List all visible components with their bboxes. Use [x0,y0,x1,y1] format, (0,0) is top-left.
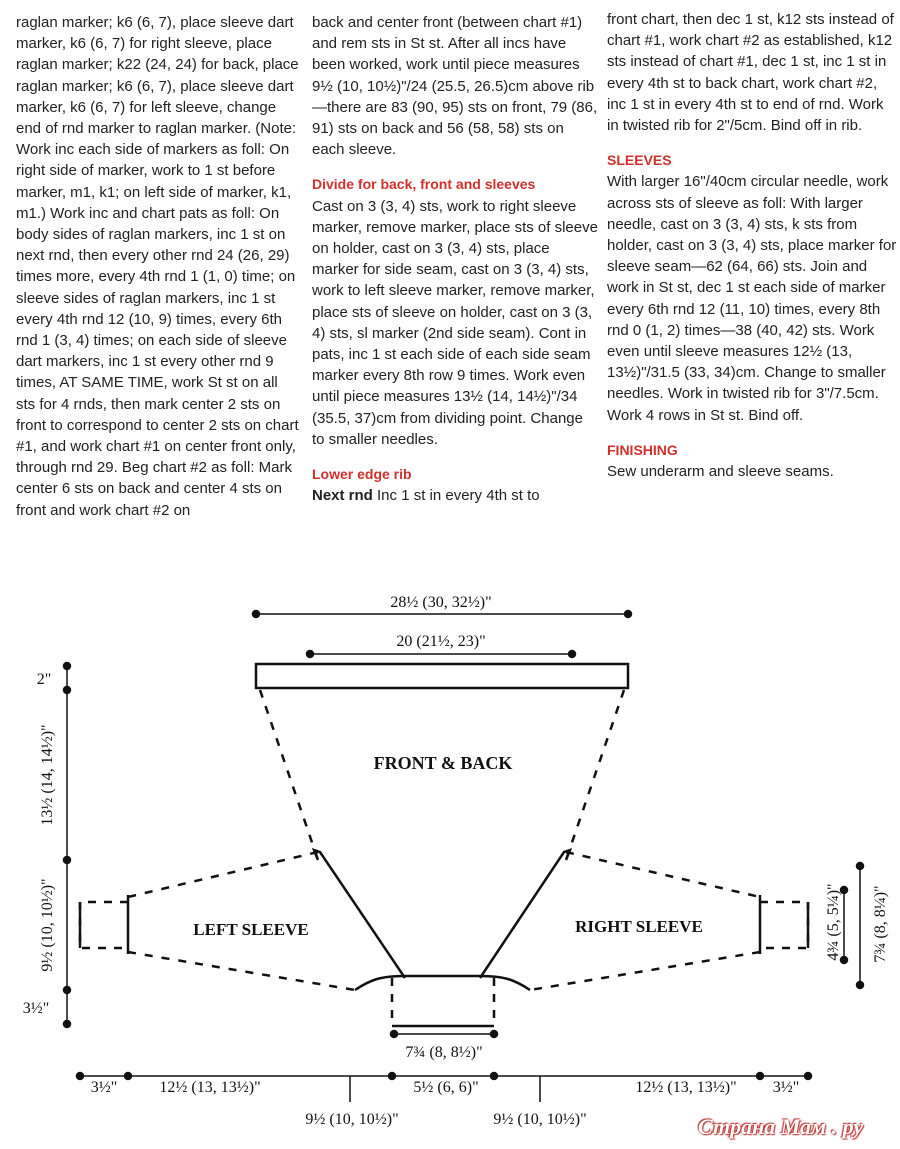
rib-height: 2" [36,671,52,688]
col1-text: raglan marker; k6 (6, 7), place sleeve dart marker, k6 (6, 7) for right sleeve, place raglan marker; k22 (24, 24) for back, place raglan marker; k6 (6, 7), place sleeve dart marker, k6 (6, 7) for left sleeve, change end of rnd marker to raglan marker. (Note: Work inc each side of markers as foll: On right side of marker, work to 1 st before marker, m1, k1; on left side of marker, k1, m1.) Work inc and chart pats as foll: On body sides of raglan markers, inc 1 st on next rnd, then every other rnd 24 (26, 29) times more, every 4th rnd 1 (1, 0) time; on sleeve sides of raglan markers, inc 1 st every 4th rnd 12 (10, 9) times, every 6th rnd 1 (3, 4) times; on each side of sleeve dart markers, inc 1 st every other rnd 9 times, AT SAME TIME, work St st on all sts for 4 rnds, then mark center 2 sts on front to correspond to center 2 sts on chart #1, and work chart #1 on center front only, through rnd 29. Beg chart #2 as foll: Mark center 6 sts on back and center 4 sts on front and work chart #2 on [16,14,299,519]
front-back-label: FRONT & BACK [373,753,513,773]
dim-dot [757,1073,763,1079]
col3-text-2: With larger 16"/40cm circular needle, work across sts of sleeve as foll: With larger needle, cast on 3 (3, 4) sts, k sts from holder, cast on 3 (3, 4) sts, place marker for sleeve seam—62 (64, 66) sts. Join and work in St st, dec 1 st each side of marker every 6th rnd 12 (11, 10) times, every 8th rnd 0 (1, 2) times—38 (40, 42) sts. Work even until sleeve measures 12½ (13, 13½)"/31.5 (33, 34)cm. Change to smaller needles. Work in twisted rib for 3"/7.5cm. Work 4 rows in St st. Bind off. [607,173,897,424]
dim-dot [491,1031,497,1037]
body-length: 13½ (14, 14½)" [39,724,56,826]
left-sleeve-top [128,852,318,897]
body-right-edge [566,690,624,860]
left-sleeve-bottom [128,952,355,990]
neck-width: 7¾ (8, 8½)" [405,1044,483,1061]
bottom-cuff-right: 3½" [772,1079,800,1096]
dim-dot [64,1021,70,1027]
yoke-depth: 9½ (10, 10½)" [39,878,56,972]
dim-dot [64,857,70,863]
watermark-logo: Страна Мам . ру [698,1114,864,1139]
cuff-length: 3½" [22,1000,50,1017]
top-inner-width: 20 (21½, 23)" [396,633,486,650]
right-cuff [760,902,808,948]
col3-text-1: front chart, then dec 1 st, k12 sts instead of chart #1, work chart #2 as established, k12 sts instead of chart #1, dec 1 st, inc 1 st in every 4th st to back chart, work chart #2, inc 1 st in every 4th st to end of rnd. Work in twisted rib for 2"/5cm. Bind off in rib. [607,11,894,135]
dim-dot [857,863,863,869]
right-sleeve-label: RIGHT SLEEVE [575,917,703,936]
left-cuff [80,902,128,948]
bottom-yoke-left: 9½ (10, 10½)" [305,1111,399,1128]
top-outer-width: 28½ (30, 32½)" [390,594,492,611]
left-raglan-line [314,850,405,978]
bottom-yoke-right: 9½ (10, 10½)" [493,1111,587,1128]
lower-edge-heading: Lower edge rib [312,466,412,483]
bottom-cuff-left: 3½" [90,1079,118,1096]
dim-dot [389,1073,395,1079]
dim-dot [64,663,70,669]
cuff-circumference: 4¾ (5, 5¼)" [825,883,842,961]
bottom-center: 5½ (6, 6)" [413,1079,479,1096]
dim-dot [64,687,70,693]
body-left-edge [260,690,318,860]
bottom-sleeve-right: 12½ (13, 13½)" [635,1079,737,1096]
sleeve-width: 7¾ (8, 8¼)" [872,885,889,963]
dim-dot [307,651,313,657]
dim-dot [64,987,70,993]
col2-text-1: back and center front (between chart #1) and rem sts in St st. After all incs have been worked, work until piece measures 9½ (10, 10½)"/24 (25.5, 26.5)cm above rib—there are 83 (90, 95) sts on front, 79 (86, 91) sts on back and 56 (58, 58) sts on each sleeve. [312,14,598,159]
dim-dot [491,1073,497,1079]
col3-text-3: Sew underarm and sleeve seams. [607,463,834,481]
right-sleeve-bottom [530,952,760,990]
neck-curve [355,976,530,990]
left-sleeve-label: LEFT SLEEVE [193,920,309,939]
rib-band [256,664,628,688]
sleeves-heading: SLEEVES [607,152,672,169]
bottom-sleeve-left: 12½ (13, 13½)" [159,1079,261,1096]
divide-heading: Divide for back, front and sleeves [312,176,536,193]
dim-dot [625,611,631,617]
dim-dot [391,1031,397,1037]
dim-dot [805,1073,811,1079]
right-sleeve-top [566,852,760,897]
next-rnd-text: Inc 1 st in every 4th st to [372,487,540,505]
dim-dot [253,611,259,617]
dim-dot [77,1073,83,1079]
dim-dot [125,1073,131,1079]
next-rnd-label: Next rnd [312,487,373,505]
dim-dot [569,651,575,657]
dim-dot [857,982,863,988]
col2-text-2: Cast on 3 (3, 4) sts, work to right sleeve marker, remove marker, place sts of sleeve on holder, cast on 3 (3, 4) sts, place marker for side seam, cast on 3 (3, 4) sts, work to left sleeve marker, remove marker, place sts of sleeve on holder, cast on 3 (3, 4) sts, sl marker (2nd side seam). Cont in pats, inc 1 st each side of each side seam marker every 8th row 9 times. Work even until piece measures 13½ (14, 14½)"/34 (35.5, 37)cm from dividing point. Change to smaller needles. [312,197,598,448]
finishing-heading: FINISHING [607,441,678,458]
right-raglan-line [480,850,570,978]
